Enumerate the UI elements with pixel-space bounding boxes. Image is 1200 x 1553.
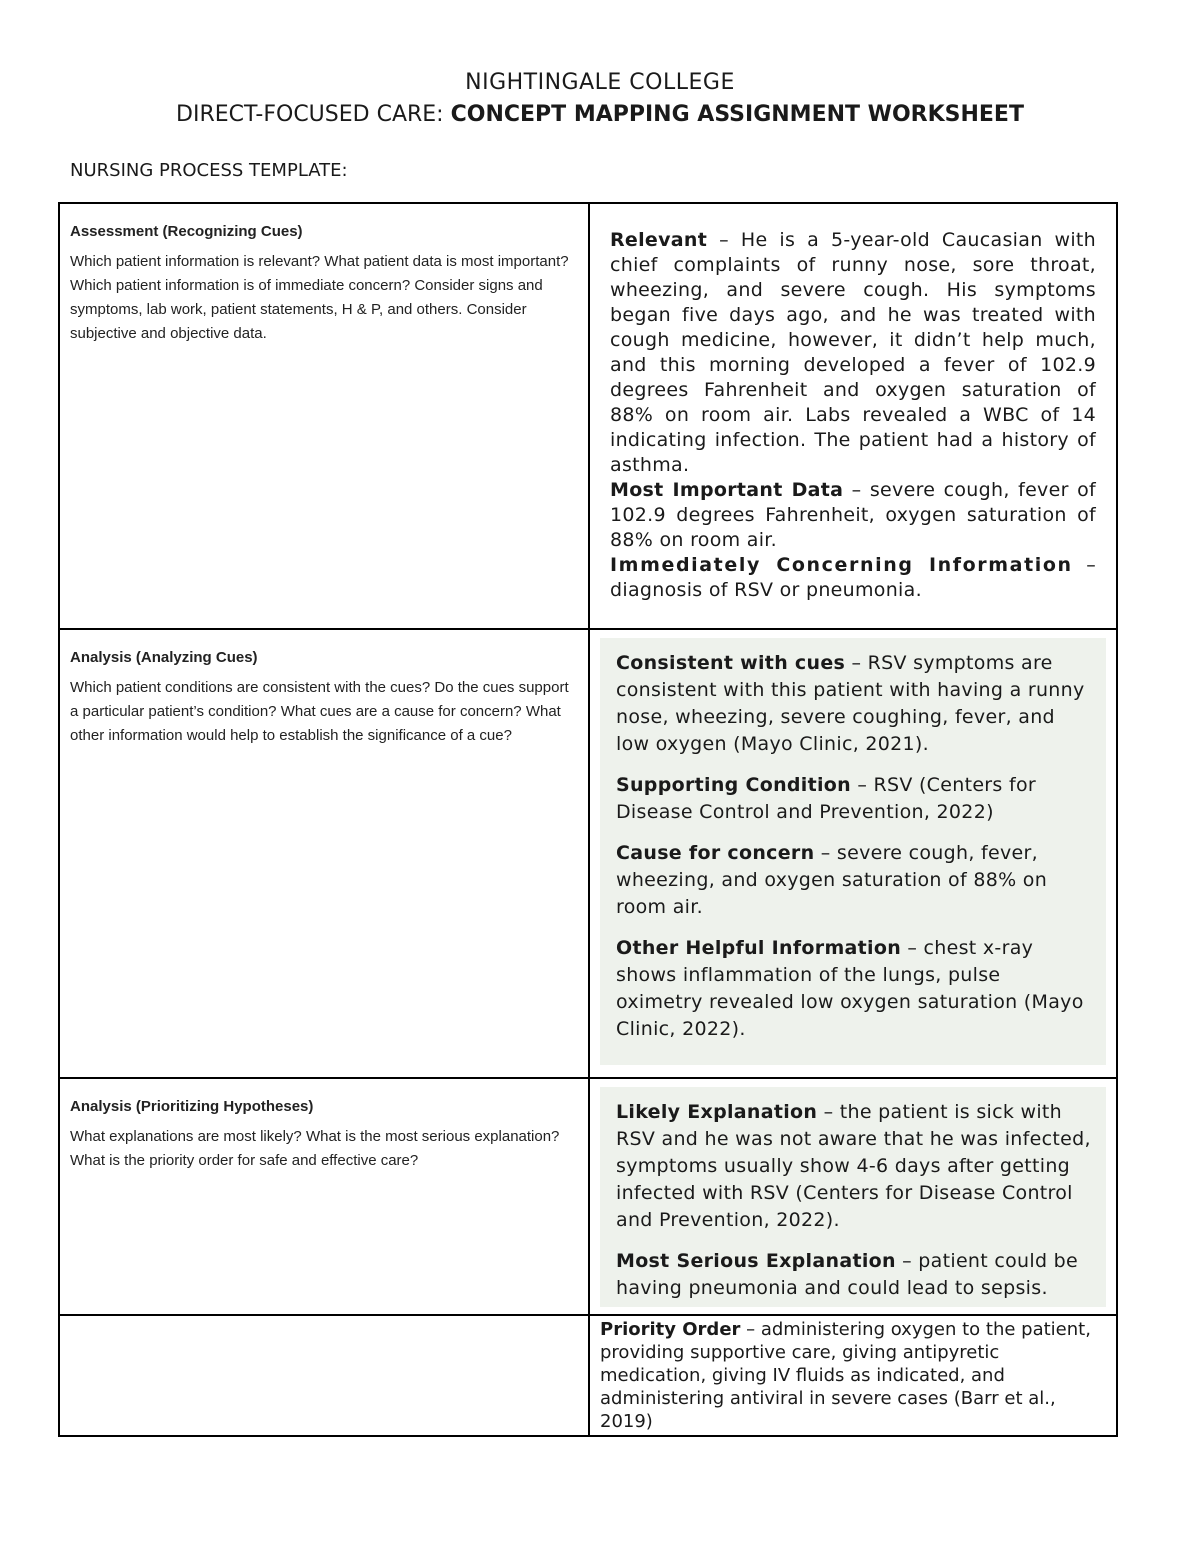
prompt-cell [59, 1078, 589, 1315]
worksheet-title [0, 102, 1200, 127]
response-item: Relevant – He is a 5-year-old Caucasian with chief complaints of runny nose, sore throat, wheezing, and severe cough. His symptoms began five days ago, and he was treated with cough medicine, however, it didn’t help much, and this morning developed a fever of 102.9 degrees Fahrenheit and oxygen saturation of 88% on room air. Labs revealed a WBC of 14 indicating infection. The patient had a history of asthma. [610, 229, 1096, 476]
section-prompt: Which patient information is relevant? What patient data is most important? Which patient information is of immediate concern? Consider signs and symptoms, lab work, patient statements, H & P, and others. Consider subjective and objective data. [70, 253, 569, 342]
response-item: Immediately Concerning Information – diagnosis of RSV or pneumonia. [610, 554, 1096, 601]
response-box [600, 212, 1106, 615]
college-name: NIGHTINGALE COLLEGE [465, 70, 735, 95]
response-item: Other Helpful Information – chest x-ray shows inflammation of the lungs, pulse oximetry revealed low oxygen saturation (Mayo Clinic, 2022). [616, 937, 1084, 1040]
nursing-process-table [58, 202, 1118, 1437]
prompt-cell [59, 629, 589, 1078]
table-row [59, 203, 1117, 629]
section-title: Analysis (Prioritizing Hypotheses) [70, 1098, 314, 1115]
response-item: Supporting Condition – RSV (Centers for Disease Control and Prevention, 2022) [616, 774, 1036, 823]
response-cell [589, 203, 1117, 629]
response-item: Likely Explanation – the patient is sick with RSV and he was not aware that he was infected, symptoms usually show 4-6 days after getting infected with RSV (Centers for Disease Control and Prevention, 2022). [616, 1101, 1091, 1231]
section-prompt: What explanations are most likely? What is the most serious explanation? What is the priority order for safe and effective care? [70, 1128, 560, 1169]
response-item: Consistent with cues – RSV symptoms are consistent with this patient with having a runny nose, wheezing, severe coughing, fever, and low oxygen (Mayo Clinic, 2021). [616, 652, 1085, 755]
prompt-cell [59, 1315, 589, 1436]
response-box [600, 638, 1106, 1065]
table-row [59, 1078, 1117, 1315]
template-subheading: NURSING PROCESS TEMPLATE: [70, 160, 348, 181]
section-title: Analysis (Analyzing Cues) [70, 649, 258, 666]
response-box [590, 1316, 1116, 1435]
response-cell [589, 1315, 1117, 1436]
response-item: Most Important Data – severe cough, fever of 102.9 degrees Fahrenheit, oxygen saturation of 88% on room air. [610, 479, 1096, 551]
section-prompt: Which patient conditions are consistent with the cues? Do the cues support a particular patient’s condition? What cues are a cause for concern? What other information would help to establish the significance of a cue? [70, 679, 569, 744]
worksheet-title-bold: CONCEPT MAPPING ASSIGNMENT WORKSHEET [450, 102, 1024, 127]
response-item: Cause for concern – severe cough, fever, wheezing, and oxygen saturation of 88% on room air. [616, 842, 1048, 918]
worksheet-title-prefix: DIRECT-FOCUSED CARE: [176, 102, 451, 127]
response-item: Most Serious Explanation – patient could be having pneumonia and could lead to sepsis. [616, 1250, 1079, 1299]
response-box [600, 1087, 1106, 1307]
response-cell [589, 1078, 1117, 1315]
prompt-cell [59, 203, 589, 629]
response-item: Priority Order – administering oxygen to the patient, providing supportive care, giving antipyretic medication, giving IV fluids as indicated, and administering antiviral in severe cases (Barr et al., 2019) [600, 1319, 1091, 1432]
table-row [59, 629, 1117, 1078]
table-row [59, 1315, 1117, 1436]
response-cell [589, 629, 1117, 1078]
section-title: Assessment (Recognizing Cues) [70, 223, 303, 240]
